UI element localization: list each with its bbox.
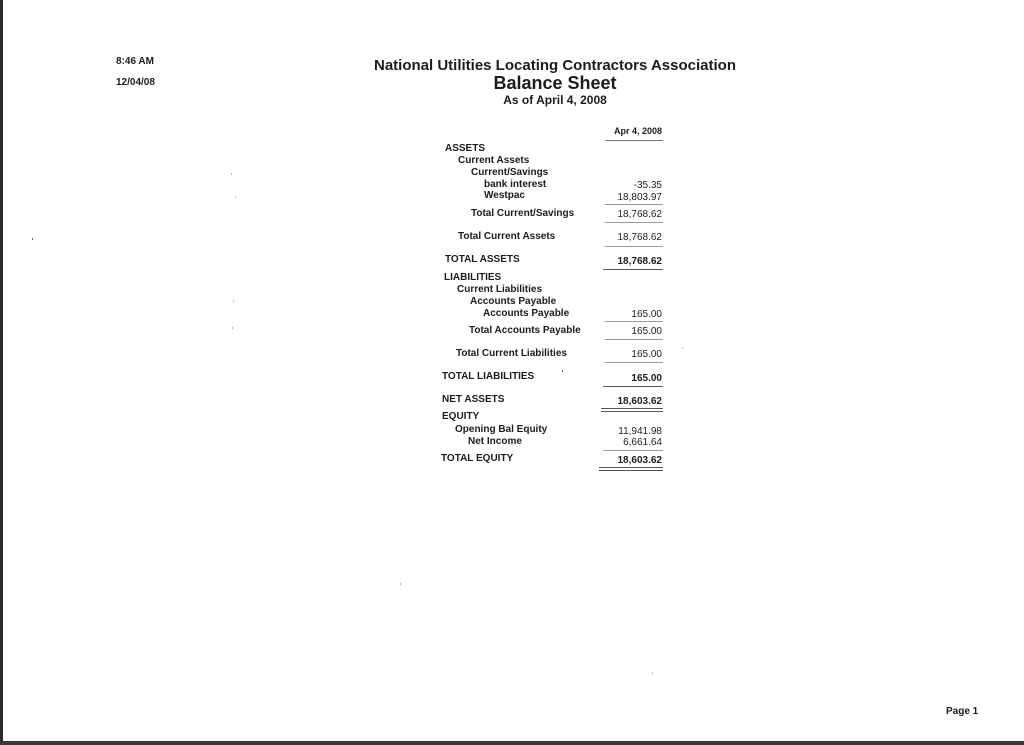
row-total-accounts-payable-amount: 165.00 [631,326,662,337]
row-bank-interest-amount: -35.35 [633,180,662,191]
rule-net-assets-1 [601,408,663,409]
row-bank-interest-label: bank interest [484,179,547,190]
row-opening-bal-equity-label: Opening Bal Equity [455,424,548,435]
scan-speck [562,370,563,372]
row-total-liabilities-label: TOTAL LIABILITIES [442,371,535,382]
scan-speck [682,347,683,349]
rule-total-equity-2 [599,470,663,471]
rule-savings [605,204,663,205]
section-liabilities: LIABILITIES [444,272,502,283]
scan-speck [400,583,401,585]
row-total-accounts-payable-label: Total Accounts Payable [469,325,581,336]
row-total-assets-label: TOTAL ASSETS [445,254,520,265]
group-current-liabilities: Current Liabilities [457,284,543,295]
section-assets: ASSETS [445,143,486,154]
row-total-equity-label: TOTAL EQUITY [441,453,514,464]
rule-net-income [603,450,663,451]
scan-edge-left [0,0,3,745]
scan-speck [233,300,234,302]
row-total-current-savings-amount: 18,768.62 [617,209,662,220]
column-header-date: Apr 4, 2008 [613,126,662,136]
report-time: 8:46 AM [116,56,154,67]
report-as-of: As of April 4, 2008 [503,93,607,107]
row-total-current-assets-label: Total Current Assets [458,231,556,242]
scan-speck [652,672,653,674]
scan-edge-bottom [0,741,1024,745]
row-net-assets-label: NET ASSETS [442,394,505,405]
scan-speck [235,196,236,198]
report-date: 12/04/08 [116,77,155,88]
group-current-savings: Current/Savings [471,167,549,178]
row-net-income-label: Net Income [468,436,522,447]
group-current-assets: Current Assets [458,155,530,166]
page-number: Page 1 [946,706,979,717]
row-total-assets-amount: 18,768.62 [617,256,662,267]
group-accounts-payable: Accounts Payable [470,296,557,307]
report-title: Balance Sheet [493,73,617,93]
row-total-current-liabilities-label: Total Current Liabilities [456,348,567,359]
scan-speck [32,238,33,240]
row-net-assets-amount: 18,603.62 [617,396,662,407]
row-total-equity-amount: 18,603.62 [617,455,662,466]
row-total-current-assets-amount: 18,768.62 [617,232,662,243]
scan-speck [232,327,233,329]
row-net-income-amount: 6,661.64 [623,437,662,448]
rule-total-liabilities [603,386,663,387]
rule-accounts-payable [605,321,663,322]
row-total-liabilities-amount: 165.00 [631,373,662,384]
rule-total-equity-1 [599,467,663,468]
rule-total-assets [603,269,663,270]
rule-current-liabilities [605,362,663,363]
section-equity: EQUITY [442,411,480,422]
rule-current-assets [605,246,663,247]
rule-total-accounts-payable [605,339,663,340]
row-westpac-label: Westpac [484,190,525,201]
company-name: National Utilities Locating Contractors Association [374,57,736,74]
row-westpac-amount: 18,803.97 [617,192,662,203]
column-header-rule [605,140,663,141]
rule-total-savings [605,222,663,223]
row-total-current-savings-label: Total Current/Savings [471,208,575,219]
row-total-current-liabilities-amount: 165.00 [631,349,662,360]
row-accounts-payable-amount: 165.00 [631,309,662,320]
row-accounts-payable-label: Accounts Payable [483,308,570,319]
rule-net-assets-2 [601,411,663,412]
scan-speck [231,173,232,175]
row-opening-bal-equity-amount: 11,941.98 [618,426,662,437]
